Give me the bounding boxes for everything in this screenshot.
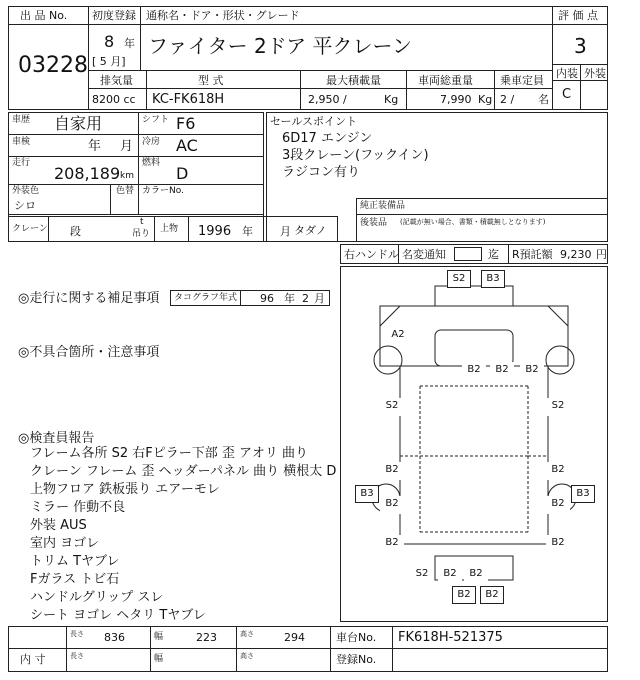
displacement-label: 排気量 bbox=[100, 74, 133, 87]
score-label: 評 価 点 bbox=[558, 9, 598, 22]
inspection-year: 年 bbox=[88, 139, 102, 154]
inspector-line: 外装 AUS bbox=[30, 518, 87, 533]
chassis-number: FK618H-521375 bbox=[398, 630, 503, 645]
upper-maker: タダノ bbox=[294, 224, 327, 237]
damage-code: A2 bbox=[386, 327, 410, 345]
interior-grade-label: 内装 bbox=[556, 67, 578, 80]
lot-number: 03228 bbox=[18, 53, 88, 78]
damage-code: S2 bbox=[380, 398, 404, 416]
recycle-amount: 9,230 bbox=[560, 248, 592, 261]
ext-color-label: 外装色 bbox=[12, 186, 40, 196]
max-load: 2,950 / bbox=[308, 93, 347, 106]
recycle-label: R預託額 bbox=[512, 248, 553, 261]
inspection-month: 月 bbox=[120, 139, 134, 154]
damage-code: B2 bbox=[546, 462, 570, 480]
capacity-unit: 名 bbox=[538, 93, 549, 106]
capacity-label: 乗車定員 bbox=[500, 74, 544, 87]
damage-code: S2 bbox=[447, 270, 471, 288]
damage-code: B2 bbox=[464, 566, 488, 584]
max-load-unit: Kg bbox=[384, 93, 399, 106]
tacho-month-unit: 月 bbox=[314, 292, 325, 305]
crane-t: t bbox=[140, 217, 144, 227]
sales-point-line: 6D17 エンジン bbox=[282, 131, 373, 146]
height: 294 bbox=[284, 631, 305, 644]
gross-weight: 7,990 bbox=[440, 93, 472, 106]
in-height-label: 高さ bbox=[240, 652, 254, 660]
mileage-label: 走行 bbox=[12, 158, 31, 168]
interior-size-label: 内 寸 bbox=[20, 653, 46, 666]
change-notice-box bbox=[454, 247, 482, 261]
damage-code: B2 bbox=[462, 362, 486, 380]
score-value: 3 bbox=[574, 34, 587, 58]
ac-label: 冷房 bbox=[142, 137, 161, 147]
crane-stage: 段 bbox=[70, 225, 81, 238]
inspector-line: フレーム各所 S2 右Fピラー下部 歪 アオリ 曲り bbox=[30, 446, 309, 461]
color-no-label: カラーNo. bbox=[142, 186, 184, 196]
damage-code: B2 bbox=[490, 362, 514, 380]
ext-color: シロ bbox=[14, 199, 36, 212]
damage-code: B3 bbox=[481, 270, 505, 288]
mileage: 208,189 bbox=[54, 164, 121, 183]
shift: F6 bbox=[176, 114, 196, 133]
equipment-label: 純正装備品 bbox=[360, 201, 406, 211]
length-label: 長さ bbox=[70, 630, 84, 638]
crane-label: クレーン bbox=[12, 224, 48, 234]
lot-label: 出 品 No. bbox=[20, 9, 68, 22]
vehicle-name-label: 通称名・ドア・形状・グレード bbox=[146, 9, 300, 22]
damage-code: B2 bbox=[380, 496, 404, 514]
tacho-label: タコグラフ年式 bbox=[174, 293, 238, 303]
rhd-label: 右ハンドル bbox=[344, 248, 399, 261]
crane-lift: 吊り bbox=[132, 229, 151, 239]
length: 836 bbox=[104, 631, 125, 644]
sales-point-title: セールスポイント bbox=[270, 115, 358, 128]
fuel: D bbox=[176, 164, 189, 183]
model-label: 型 式 bbox=[198, 74, 224, 87]
inspector-line: ミラー 作動不良 bbox=[30, 500, 126, 515]
sales-point-line: ラジコン有り bbox=[282, 165, 361, 180]
inspection-label: 車検 bbox=[12, 137, 31, 147]
vehicle-name: ファイター 2ドア 平クレーン bbox=[148, 34, 413, 58]
first-reg-year: 8 bbox=[104, 32, 115, 51]
first-reg-year-unit: 年 bbox=[124, 37, 135, 50]
damage-code: B3 bbox=[571, 485, 595, 503]
fuel-label: 燃料 bbox=[142, 158, 161, 168]
upper-year-unit: 年 bbox=[242, 225, 253, 238]
damage-code: B3 bbox=[355, 485, 379, 503]
tax-label: 迄 bbox=[488, 248, 499, 261]
in-length-label: 長さ bbox=[70, 652, 84, 660]
width: 223 bbox=[196, 631, 217, 644]
damage-code: B2 bbox=[480, 586, 504, 604]
inspector-line: 上物フロア 鉄板張り エアーモレ bbox=[30, 482, 220, 497]
ac: AC bbox=[176, 136, 198, 155]
width-label: 幅 bbox=[154, 632, 164, 642]
inspector-line: ハンドルグリップ スレ bbox=[30, 590, 164, 605]
damage-code: B2 bbox=[380, 462, 404, 480]
chassis-label: 車台No. bbox=[336, 631, 377, 644]
height-label: 高さ bbox=[240, 630, 254, 638]
history-label: 車歴 bbox=[12, 115, 31, 125]
model: KC-FK618H bbox=[152, 92, 225, 107]
damage-code: B2 bbox=[546, 496, 570, 514]
displacement: 8200 cc bbox=[92, 93, 136, 106]
tacho-month: 2 bbox=[302, 292, 309, 305]
first-reg-label: 初度登録 bbox=[92, 9, 136, 22]
gross-weight-unit: Kg bbox=[478, 93, 493, 106]
aftermarket-note: (記載が無い場合、書類・積載無しとなります) bbox=[400, 218, 546, 226]
damage-code: B2 bbox=[520, 362, 544, 380]
upper-year: 1996 bbox=[198, 224, 232, 239]
damage-code: B2 bbox=[546, 535, 570, 553]
tacho-year-unit: 年 bbox=[284, 292, 295, 305]
capacity: 2 / bbox=[500, 93, 515, 106]
gross-weight-label: 車両総重量 bbox=[418, 74, 473, 87]
max-load-label: 最大積載量 bbox=[326, 74, 381, 87]
upper-month-unit: 月 bbox=[280, 225, 291, 238]
inspector-title: ◎検査員報告 bbox=[18, 431, 95, 446]
shift-label: シフト bbox=[142, 115, 170, 125]
damage-code: S2 bbox=[546, 398, 570, 416]
inspector-line: シート ヨゴレ ヘタリ Tヤブレ bbox=[30, 608, 206, 623]
aftermarket-label: 後装品 bbox=[360, 218, 388, 228]
in-width-label: 幅 bbox=[154, 654, 164, 664]
damage-code: S2 bbox=[410, 566, 434, 584]
footer-block bbox=[8, 626, 608, 672]
damage-code: B2 bbox=[452, 586, 476, 604]
recycle-unit: 円 bbox=[596, 248, 607, 261]
color-change-label: 色替 bbox=[116, 186, 135, 196]
first-reg-month: [ 5 月] bbox=[92, 55, 126, 68]
inspector-line: 室内 ヨゴレ bbox=[30, 536, 100, 551]
inspector-line: クレーン フレーム 歪 ヘッダーパネル 曲り 横根太 D bbox=[30, 464, 337, 479]
change-notice-label: 名変通知 bbox=[402, 248, 446, 261]
inspector-line: Fガラス トビ石 bbox=[30, 572, 120, 587]
upper-label: 上物 bbox=[160, 224, 179, 234]
registration-label: 登録No. bbox=[336, 653, 377, 666]
history: 自家用 bbox=[54, 114, 103, 133]
mileage-unit: km bbox=[120, 171, 134, 181]
damage-code: B2 bbox=[438, 566, 462, 584]
interior-grade: C bbox=[562, 87, 572, 102]
inspector-line: トリム Tヤブレ bbox=[30, 554, 120, 569]
running-remarks-title: ◎走行に関する補足事項 bbox=[18, 291, 160, 306]
defect-title: ◎不具合箇所・注意事項 bbox=[18, 345, 160, 360]
sales-point-line: 3段クレーン(フックイン) bbox=[282, 148, 429, 163]
damage-code: B2 bbox=[380, 535, 404, 553]
exterior-grade-label: 外装 bbox=[584, 67, 606, 80]
tacho-year: 96 bbox=[260, 292, 274, 305]
